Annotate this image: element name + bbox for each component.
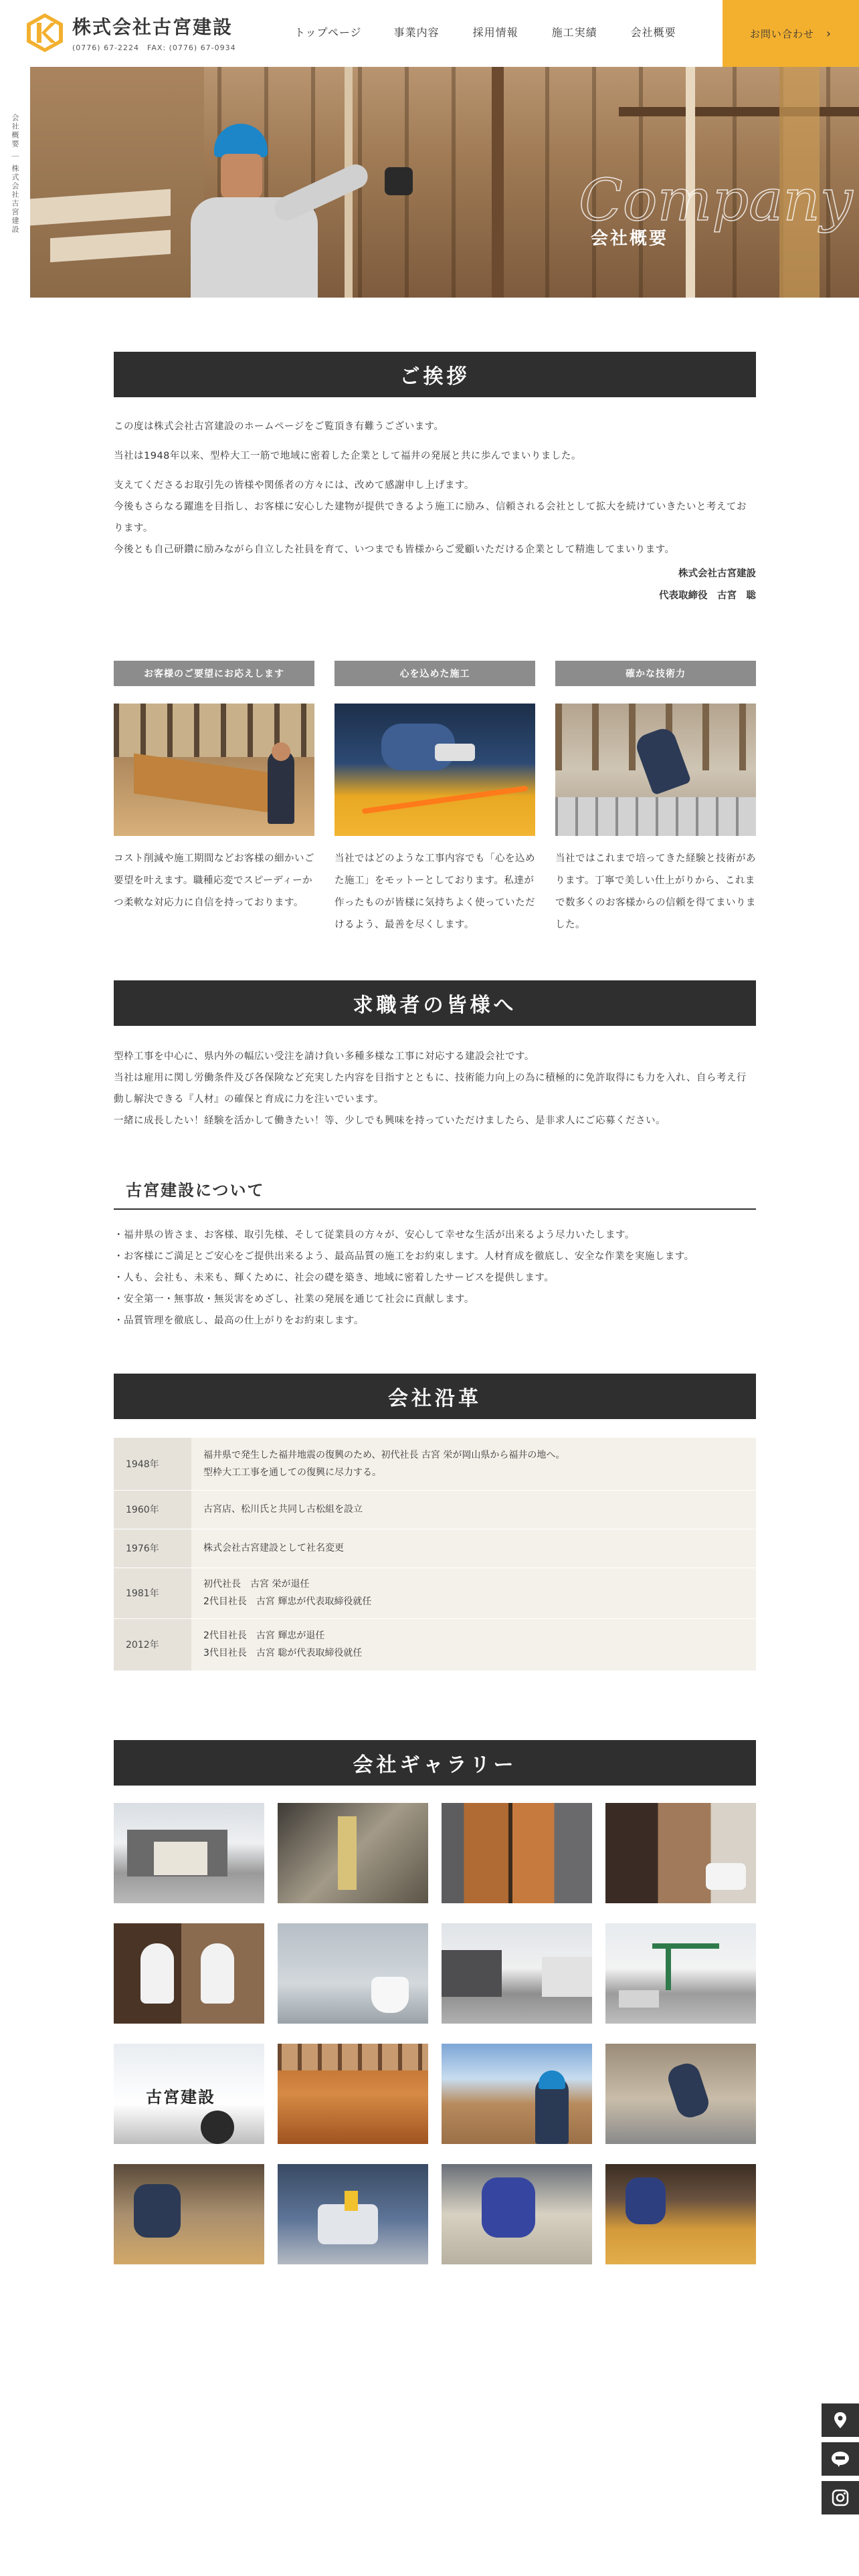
- history-event: 株式会社古宮建設として社名変更: [203, 1543, 344, 1553]
- greeting-paragraph: 今後もさらなる躍進を目指し、お客様に安心した建物が提供できるよう施工に励み、信頼される会社として拡大を続けていきたいと考えております。: [114, 502, 747, 534]
- nav-recruit[interactable]: 採用情報: [472, 26, 518, 39]
- hero-banner: [30, 67, 859, 298]
- line-chat-icon: [831, 2451, 850, 2467]
- site-header: [0, 0, 859, 67]
- feature-card: [555, 661, 756, 936]
- gallery-photo[interactable]: [114, 1803, 264, 1903]
- history-section: [114, 1374, 756, 1671]
- nav-top[interactable]: トップページ: [294, 26, 362, 39]
- recruit-paragraph: 一緒に成長したい！経験を活かして働きたい！等、少しでも興味を持っていただけましたら、是非求人にご応募ください。: [114, 1115, 666, 1126]
- history-year: 1976年: [114, 1529, 191, 1568]
- feature-label: 確かな技術力: [555, 661, 756, 686]
- feature-photo: [335, 704, 535, 836]
- gallery-photo[interactable]: [442, 1923, 592, 2024]
- gallery-photo[interactable]: [442, 2044, 592, 2144]
- vertical-breadcrumb: 会社概要 ｜ 株式会社古宮建設: [11, 114, 19, 234]
- greeting-title: ご挨拶: [114, 352, 756, 397]
- nav-company[interactable]: 会社概要: [630, 26, 676, 39]
- feature-text: コスト削減や施工期間などお客様の細かいご要望を叶えます。職種応変でスピーディーかつ柔軟な対応力に自信を持っております。: [114, 853, 314, 908]
- greeting-paragraph: 支えてくださるお取引先の皆様や関係者の方々には、改めて感謝申し上げます。: [114, 480, 474, 491]
- greeting-paragraph: この度は株式会社古宮建設のホームページをご覧頂き有難うございます。: [114, 421, 444, 432]
- history-event: 2代目社長 古宮 輝忠が代表取締役就任: [203, 1596, 372, 1607]
- history-year: 1948年: [114, 1438, 191, 1490]
- gallery-photo[interactable]: [605, 2164, 756, 2264]
- history-year: 2012年: [114, 1618, 191, 1671]
- feature-card: [114, 661, 314, 936]
- gallery-photo[interactable]: [114, 2164, 264, 2264]
- contact-numbers: (0776) 67-2224 FAX: (0776) 67-0934: [72, 43, 236, 52]
- gallery-photo[interactable]: [605, 2044, 756, 2144]
- greeting-section: [114, 352, 756, 607]
- feature-label: 心を込めた施工: [335, 661, 535, 686]
- about-list-item: ・お客様にご満足とご安心をご提供出来るよう、最高品質の施工をお約束します。人材育成を徹底し、安全な作業を実施します。: [114, 1251, 694, 1262]
- gallery-photo[interactable]: [278, 1923, 428, 2024]
- history-event: 福井県で発生した福井地震の復興のため、初代社長 古宮 栄が岡山県から福井の地へ。: [203, 1449, 565, 1461]
- features-row: [114, 661, 756, 936]
- history-title: 会社沿革: [114, 1374, 756, 1419]
- feature-text: 当社ではどのような工事内容でも「心を込めた施工」をモットーとしております。私達が作ったものが皆様に気持ちよく使っていただけるよう、最善を尽くします。: [335, 853, 535, 930]
- about-list-item: ・人も、会社も、未来も、輝くために、社会の礎を築き、地域に密着したサービスを提供します。: [114, 1273, 555, 1283]
- truck-company-name: 古宮建設: [146, 2088, 215, 2107]
- site-logo[interactable]: [24, 12, 236, 53]
- gallery-photo[interactable]: [442, 2164, 592, 2264]
- gallery-section: [114, 1740, 756, 2264]
- feature-card: [335, 661, 535, 936]
- company-name: 株式会社古宮建設: [72, 16, 233, 38]
- about-list-item: ・福井県の皆さま、お客様、取引先様、そして従業員の方々が、安心して幸せな生活が出来るよう尽力いたします。: [114, 1230, 635, 1241]
- nav-business[interactable]: 事業内容: [393, 26, 440, 39]
- history-year: 1960年: [114, 1490, 191, 1529]
- signature-company: 株式会社古宮建設: [678, 568, 756, 579]
- gallery-photo[interactable]: [278, 1803, 428, 1903]
- recruit-section: [114, 980, 756, 1132]
- table-row: [114, 1438, 756, 1490]
- history-table: [114, 1438, 756, 1671]
- about-section: [114, 1177, 756, 1331]
- hero-title-jp: 会社概要: [591, 229, 669, 249]
- signature-person: 代表取締役 古宮 聡: [659, 591, 756, 601]
- feature-label: お客様のご要望にお応えします: [114, 661, 314, 686]
- history-event: 初代社長 古宮 栄が退任: [203, 1579, 310, 1590]
- feature-photo: [114, 704, 314, 836]
- chevron-right-icon: ›: [826, 26, 832, 41]
- recruit-paragraph: 型枠工事を中心に、県内外の幅広い受注を請け負い多種多様な工事に対応する建設会社です。: [114, 1051, 535, 1062]
- history-event: 型枠大工工事を通しての復興に尽力する。: [203, 1467, 381, 1478]
- instagram-button[interactable]: [822, 2481, 859, 2514]
- feature-photo: [555, 704, 756, 836]
- recruit-title: 求職者の皆様へ: [114, 980, 756, 1026]
- gallery-photo[interactable]: [114, 2044, 264, 2144]
- about-list-item: ・品質管理を徹底し、最高の仕上がりをお約束します。: [114, 1315, 364, 1326]
- instagram-icon: [832, 2489, 849, 2506]
- greeting-paragraph: 当社は1948年以来、型枠大工一筋で地域に密着した企業として福井の発展と共に歩んでまいりました。: [114, 451, 581, 461]
- hero-title-en: Company: [579, 167, 853, 234]
- line-button[interactable]: [822, 2442, 859, 2476]
- nav-works[interactable]: 施工実績: [551, 26, 597, 39]
- global-nav: [294, 24, 676, 39]
- gallery-photo[interactable]: [605, 1923, 756, 2024]
- gallery-grid: [114, 1803, 756, 2264]
- gallery-photo[interactable]: [114, 1923, 264, 2024]
- contact-button[interactable]: [723, 0, 859, 67]
- map-pin-icon: [833, 2411, 848, 2429]
- history-year: 1981年: [114, 1568, 191, 1618]
- logo-mark-icon: [24, 12, 66, 53]
- contact-button-label: お問い合わせ: [749, 27, 814, 40]
- recruit-paragraph: 当社は雇用に関し労働条件及び各保険など充実した内容を目指すとともに、技術能力向上の為に積極的に免許取得にも力を入れ、自ら考え行動し解決できる『人材』の確保と育成に力を注いでいます。: [114, 1073, 747, 1105]
- about-title: 古宮建設について: [114, 1177, 756, 1210]
- map-button[interactable]: [822, 2403, 859, 2437]
- table-row: [114, 1490, 756, 1529]
- table-row: [114, 1529, 756, 1568]
- about-list-item: ・安全第一・無事故・無災害をめざし、社業の発展を通じて社会に貢献します。: [114, 1294, 474, 1305]
- history-event: 3代目社長 古宮 聡が代表取締役就任: [203, 1648, 363, 1658]
- table-row: [114, 1568, 756, 1618]
- gallery-photo[interactable]: [278, 2044, 428, 2144]
- worker-helmet-icon: [214, 124, 268, 157]
- gallery-title: 会社ギャラリー: [114, 1740, 756, 1786]
- gallery-photo[interactable]: [442, 1803, 592, 1903]
- feature-text: 当社ではこれまで培ってきた経験と技術があります。丁寧で美しい仕上がりから、これまで数多くのお客様からの信頼を得てまいりました。: [555, 853, 756, 930]
- history-event: 2代目社長 古宮 輝忠が退任: [203, 1630, 325, 1641]
- table-row: [114, 1618, 756, 1671]
- greeting-paragraph: 今後とも自己研鑽に励みながら自立した社員を育て、いつまでも皆様からご愛顧いただける企業として精進してまいります。: [114, 544, 675, 555]
- gallery-photo[interactable]: [278, 2164, 428, 2264]
- history-event: 古宮店、松川氏と共同し古松組を設立: [203, 1504, 363, 1515]
- gallery-photo[interactable]: [605, 1803, 756, 1903]
